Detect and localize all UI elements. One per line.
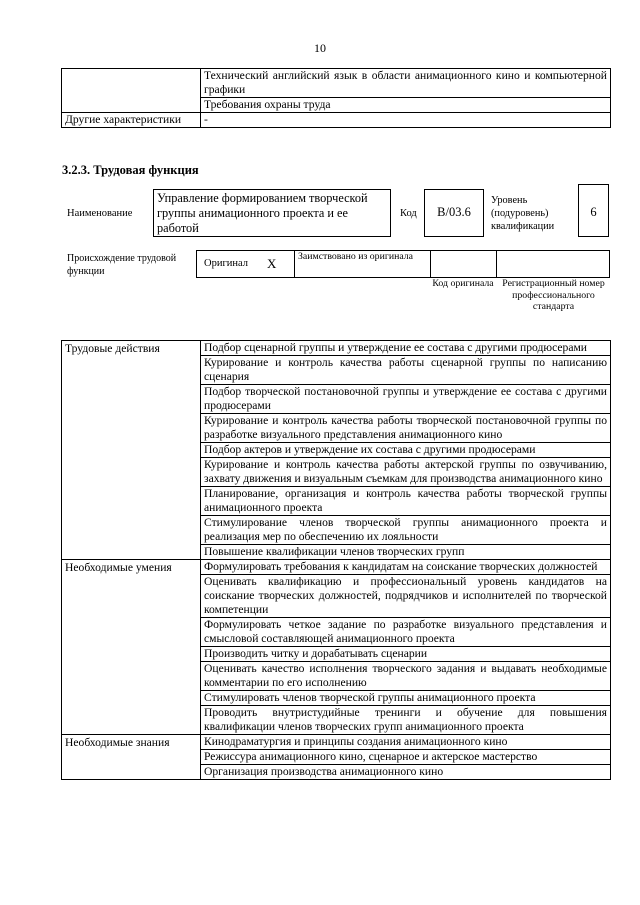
row-item: Планирование, организация и контроль качества работы творческой группы анимационного проекта bbox=[201, 487, 611, 516]
row-item: Подбор актеров и утверждение их состава с другими продюсерами bbox=[201, 443, 611, 458]
row-item: Курирование и контроль качества работы актерской группы по озвучиванию, захвату движения и визуальным съемкам для производства анимационного кино bbox=[201, 458, 611, 487]
original-mark: X bbox=[267, 256, 277, 271]
table-row bbox=[62, 341, 611, 356]
reg-number-caption: Регистрационный номер профессионального стандарта bbox=[502, 278, 605, 312]
row-group-label: Другие характеристики bbox=[62, 113, 201, 128]
row-group-label: Трудовые действия bbox=[62, 341, 201, 560]
row-item: Кинодраматургия и принципы создания анимационного кино bbox=[201, 735, 611, 750]
origin-label: Происхождение трудовой функции bbox=[67, 253, 177, 277]
row-item: Стимулировать членов творческой группы анимационного проекта bbox=[201, 691, 611, 706]
function-code: В/03.6 bbox=[437, 205, 471, 219]
function-name: Управление формированием творческой группы анимационного проекта и ее работой bbox=[157, 191, 368, 235]
row-item: Формулировать требования к кандидатам на соискание творческих должностей bbox=[201, 560, 611, 575]
level-value: 6 bbox=[590, 205, 597, 219]
code-label: Код bbox=[400, 208, 417, 219]
row-item: Курирование и контроль качества работы творческой постановочной группы по разработке визуального представления анимационного кино bbox=[201, 414, 611, 443]
name-label: Наименование bbox=[67, 208, 133, 219]
row-item: Подбор сценарной группы и утверждение ее состава с другими продюсерами bbox=[201, 341, 611, 356]
code-orig-caption: Код оригинала bbox=[432, 278, 494, 289]
function-name-box bbox=[153, 189, 391, 237]
original-label: Оригинал bbox=[204, 258, 248, 269]
row-item: Организация производства анимационного кино bbox=[201, 765, 611, 780]
row-item: Повышение квалификации членов творческих групп bbox=[201, 545, 611, 560]
row-item: Технический английский язык в области анимационного кино и компьютерной графики bbox=[201, 69, 611, 98]
row-group-label: Необходимые знания bbox=[62, 735, 201, 780]
top-table bbox=[61, 68, 611, 128]
row-item: Оценивать квалификацию и профессиональный уровень кандидатов на соискание творческих должностей, подрядчиков и исполнителей по творческой компетенции bbox=[201, 575, 611, 618]
row-group-label bbox=[62, 69, 201, 113]
code-orig-cell bbox=[430, 251, 497, 277]
level-label: Уровень (подуровень) квалификации bbox=[491, 195, 555, 232]
section-heading: 3.2.3. Трудовая функция bbox=[62, 163, 199, 177]
table-row bbox=[62, 735, 611, 750]
table-row bbox=[62, 113, 611, 128]
table-row bbox=[62, 69, 611, 98]
row-item: Оценивать качество исполнения творческого задания и выдавать необходимые комментарии по его исполнению bbox=[201, 662, 611, 691]
reg-number-cell bbox=[496, 251, 610, 277]
row-item: Формулировать четкое задание по разработке визуального представления и смысловой составляющей анимационного проекта bbox=[201, 618, 611, 647]
row-item: Курирование и контроль качества работы сценарной группы по написанию сценария bbox=[201, 356, 611, 385]
origin-row bbox=[196, 250, 610, 278]
function-code-box bbox=[424, 189, 484, 237]
row-item: Требования охраны труда bbox=[201, 98, 611, 113]
row-item: Режиссура анимационного кино, сценарное и актерское мастерство bbox=[201, 750, 611, 765]
table-row bbox=[62, 560, 611, 575]
page-number: 10 bbox=[314, 41, 326, 55]
main-table bbox=[61, 340, 611, 780]
borrowed-label: Заимствовано из оригинала bbox=[298, 251, 413, 262]
row-item: Подбор творческой постановочной группы и утверждение ее состава с другими продюсерами bbox=[201, 385, 611, 414]
row-item: Проводить внутристудийные тренинги и обучение для повышения квалификации членов творческих групп анимационного проекта bbox=[201, 706, 611, 735]
row-item: Стимулирование членов творческой группы анимационного проекта и реализация мер по обеспечению их лояльности bbox=[201, 516, 611, 545]
borrowed-cell bbox=[294, 251, 430, 277]
row-item: Производить читку и дорабатывать сценарии bbox=[201, 647, 611, 662]
level-box bbox=[578, 184, 609, 237]
row-item: - bbox=[201, 113, 611, 128]
row-group-label: Необходимые умения bbox=[62, 560, 201, 735]
